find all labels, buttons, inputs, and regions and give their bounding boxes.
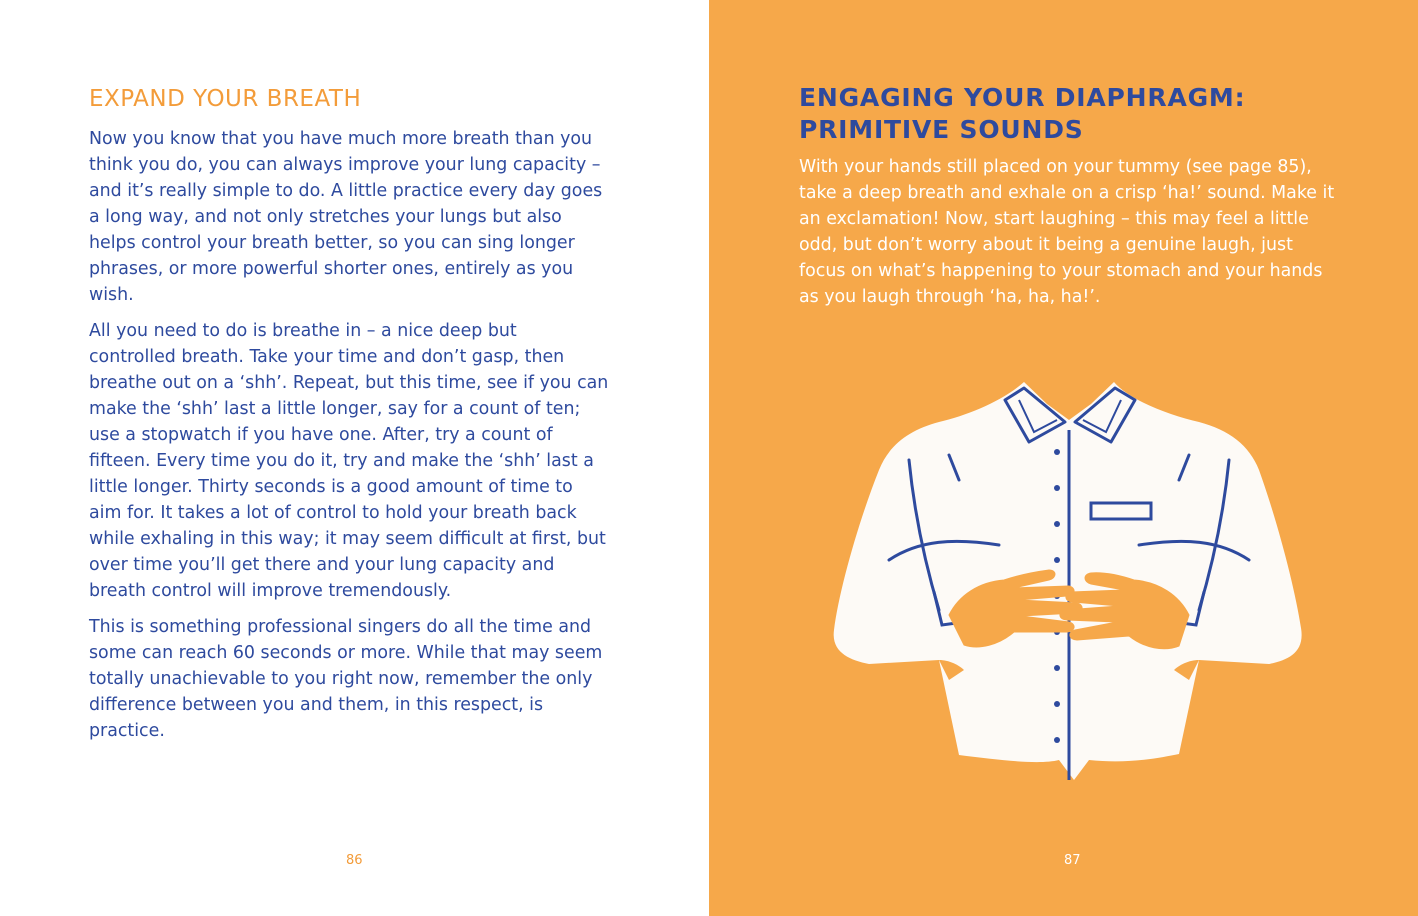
heading-line-2: PRIMITIVE SOUNDS bbox=[799, 115, 1084, 144]
heading-line-1: ENGAGING YOUR DIAPHRAGM: bbox=[799, 83, 1246, 112]
paragraph-primitive-sounds: With your hands still placed on your tummy (see page 85), take a deep breath and exhale on a crisp ‘ha!’ sound. Make it an exclamation! Now, start laughing – this may feel a little odd, but don’t worry about it being a genuine laugh, just focus on what’s happening to your stomach and your hands as you laugh through ‘ha, ha, ha!’. bbox=[799, 157, 1335, 307]
shirt-hands-illustration bbox=[829, 360, 1309, 790]
page-number-left: 86 bbox=[346, 853, 363, 868]
paragraph-1: Now you know that you have much more breath than you think you do, you can always improve your lung capacity – and it’s really simple to do. A little practice every day goes a long way, and not only stretches your lungs but also helps control your breath better, so you can sing longer phrases, or more powerful shorter ones, entirely as you wish. bbox=[89, 129, 603, 305]
neck-shape bbox=[1029, 368, 1109, 400]
section-heading-expand-breath: EXPAND YOUR BREATH bbox=[89, 86, 362, 112]
paragraph-3: This is something professional singers do all the time and some can reach 60 seconds or more. While that may seem totally unachievable to you right now, remember the only difference between you and them, in this respect, is practice. bbox=[89, 617, 603, 741]
right-page-content bbox=[799, 82, 1339, 310]
button-2 bbox=[1054, 485, 1060, 491]
button-8 bbox=[1054, 701, 1060, 707]
button-7 bbox=[1054, 665, 1060, 671]
section-heading-diaphragm bbox=[799, 82, 1339, 146]
button-4 bbox=[1054, 557, 1060, 563]
page-number-right: 87 bbox=[1064, 853, 1081, 868]
left-page-content bbox=[89, 82, 609, 754]
button-3 bbox=[1054, 521, 1060, 527]
button-9 bbox=[1054, 737, 1060, 743]
right-page bbox=[709, 0, 1418, 916]
button-1 bbox=[1054, 449, 1060, 455]
paragraph-2: All you need to do is breathe in – a nice deep but controlled breath. Take your time and don’t gasp, then breathe out on a ‘shh’. Repeat, but this time, see if you can make the ‘shh’ last a little longer, say for a count of ten; use a stopwatch if you have one. After, try a count of fifteen. Every time you do it, try and make the ‘shh’ last a little longer. Thirty seconds is a good amount of time to aim for. It takes a lot of control to hold your breath back while exhaling in this way; it may seem difficult at first, but over time you’ll get there and your lung capacity and breath control will improve tremendously. bbox=[89, 321, 609, 601]
